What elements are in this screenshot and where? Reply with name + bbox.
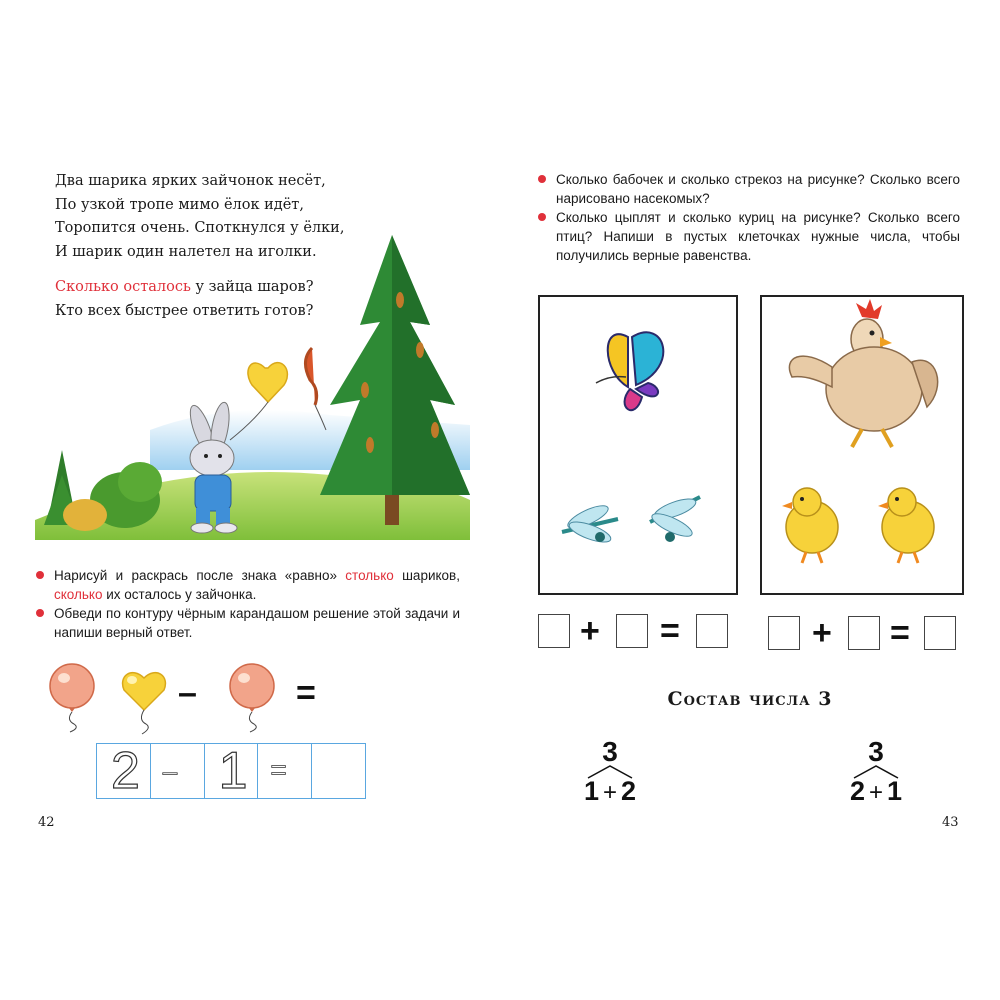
balloon-yellow-heart xyxy=(118,664,178,736)
answer-box[interactable] xyxy=(768,616,800,650)
equals-sign: = xyxy=(890,614,910,652)
poem-line: И шарик один налетел на иголки. xyxy=(55,243,317,260)
answer-box[interactable] xyxy=(696,614,728,648)
branch-icon xyxy=(586,764,634,780)
branch-icon xyxy=(852,764,900,780)
trace-cell[interactable] xyxy=(205,744,259,798)
decomposition-2-1: 3 2 + 1 xyxy=(836,738,916,806)
task-birds: Сколько цыплят и сколько куриц на рисунке? Сколько всего птиц? Напиши в пустых клеточках нужные числа, чтобы получились верные равенства. xyxy=(538,208,960,265)
trace-cell[interactable] xyxy=(97,744,151,798)
dragonfly-icon xyxy=(562,501,618,546)
birds-picture-frame xyxy=(760,295,964,595)
butterfly-icon xyxy=(596,332,663,410)
balloon-pink xyxy=(224,662,284,734)
plus-sign: + xyxy=(580,612,600,650)
bullet xyxy=(36,609,44,617)
task-insects: Сколько бабочек и сколько стрекоз на рисунке? Сколько всего нарисовано насекомых? xyxy=(538,170,960,208)
poem-question-line2: Кто всех быстрее ответить готов? xyxy=(55,302,314,319)
insects-equation xyxy=(538,614,738,654)
trace-cell[interactable] xyxy=(151,744,205,798)
chick-icon xyxy=(782,488,838,563)
traced-equals: = xyxy=(270,754,287,785)
equals-sign: = xyxy=(660,612,680,650)
minus-sign: – xyxy=(178,674,197,712)
answer-box[interactable] xyxy=(616,614,648,648)
big-fir-tree xyxy=(320,235,470,525)
burst-balloon xyxy=(305,348,316,405)
bullet xyxy=(36,571,44,579)
poem-line: Два шарика ярких зайчонок несёт, xyxy=(55,173,326,189)
decomposition-top: 3 xyxy=(602,736,618,767)
page-number-right: 43 xyxy=(942,815,959,830)
answer-cell[interactable] xyxy=(312,744,365,798)
poem-line: По узкой тропе мимо ёлок идёт, xyxy=(55,196,304,213)
rabbit-scene-illustration xyxy=(30,230,480,550)
page-number-left: 42 xyxy=(38,815,55,830)
plus-sign: + xyxy=(812,614,832,652)
right-tasks xyxy=(538,170,960,265)
trace-cells xyxy=(96,743,366,799)
birds-illustration xyxy=(762,297,962,593)
birds-equation xyxy=(768,614,968,654)
chick-icon xyxy=(878,488,934,563)
traced-digit: 2 xyxy=(111,742,140,800)
insects-picture-frame xyxy=(538,295,738,595)
poem-line: Торопится очень. Споткнулся у ёлки, xyxy=(55,220,345,236)
insects-illustration xyxy=(540,297,736,593)
traced-digit: 1 xyxy=(218,742,248,800)
answer-box[interactable] xyxy=(848,616,880,650)
dragonfly-icon xyxy=(649,495,700,542)
balloon-pink xyxy=(44,662,104,734)
traced-minus: – xyxy=(162,756,178,786)
answer-box[interactable] xyxy=(538,614,570,648)
bullet xyxy=(538,175,546,183)
answer-box[interactable] xyxy=(924,616,956,650)
decomposition-top: 3 xyxy=(868,736,884,767)
hen-icon xyxy=(789,299,937,447)
question-highlight: Сколько осталось xyxy=(55,279,191,295)
trace-cell[interactable] xyxy=(258,744,312,798)
decomposition-1-2: 3 1 + 2 xyxy=(570,738,650,806)
equals-sign: = xyxy=(296,674,316,712)
task-trace-solution: Обведи по контуру чёрным карандашом решение этой задачи и напиши верный ответ. xyxy=(36,604,460,642)
task-draw-balloons: Нарисуй и раскрась после знака «равно» столько шариков, сколько их осталось у зайчонка. xyxy=(36,566,460,604)
section-title: Состав числа 3 xyxy=(667,688,833,710)
question-rest: у зайца шаров? xyxy=(190,279,314,295)
bullet xyxy=(538,213,546,221)
left-tasks xyxy=(36,566,460,642)
